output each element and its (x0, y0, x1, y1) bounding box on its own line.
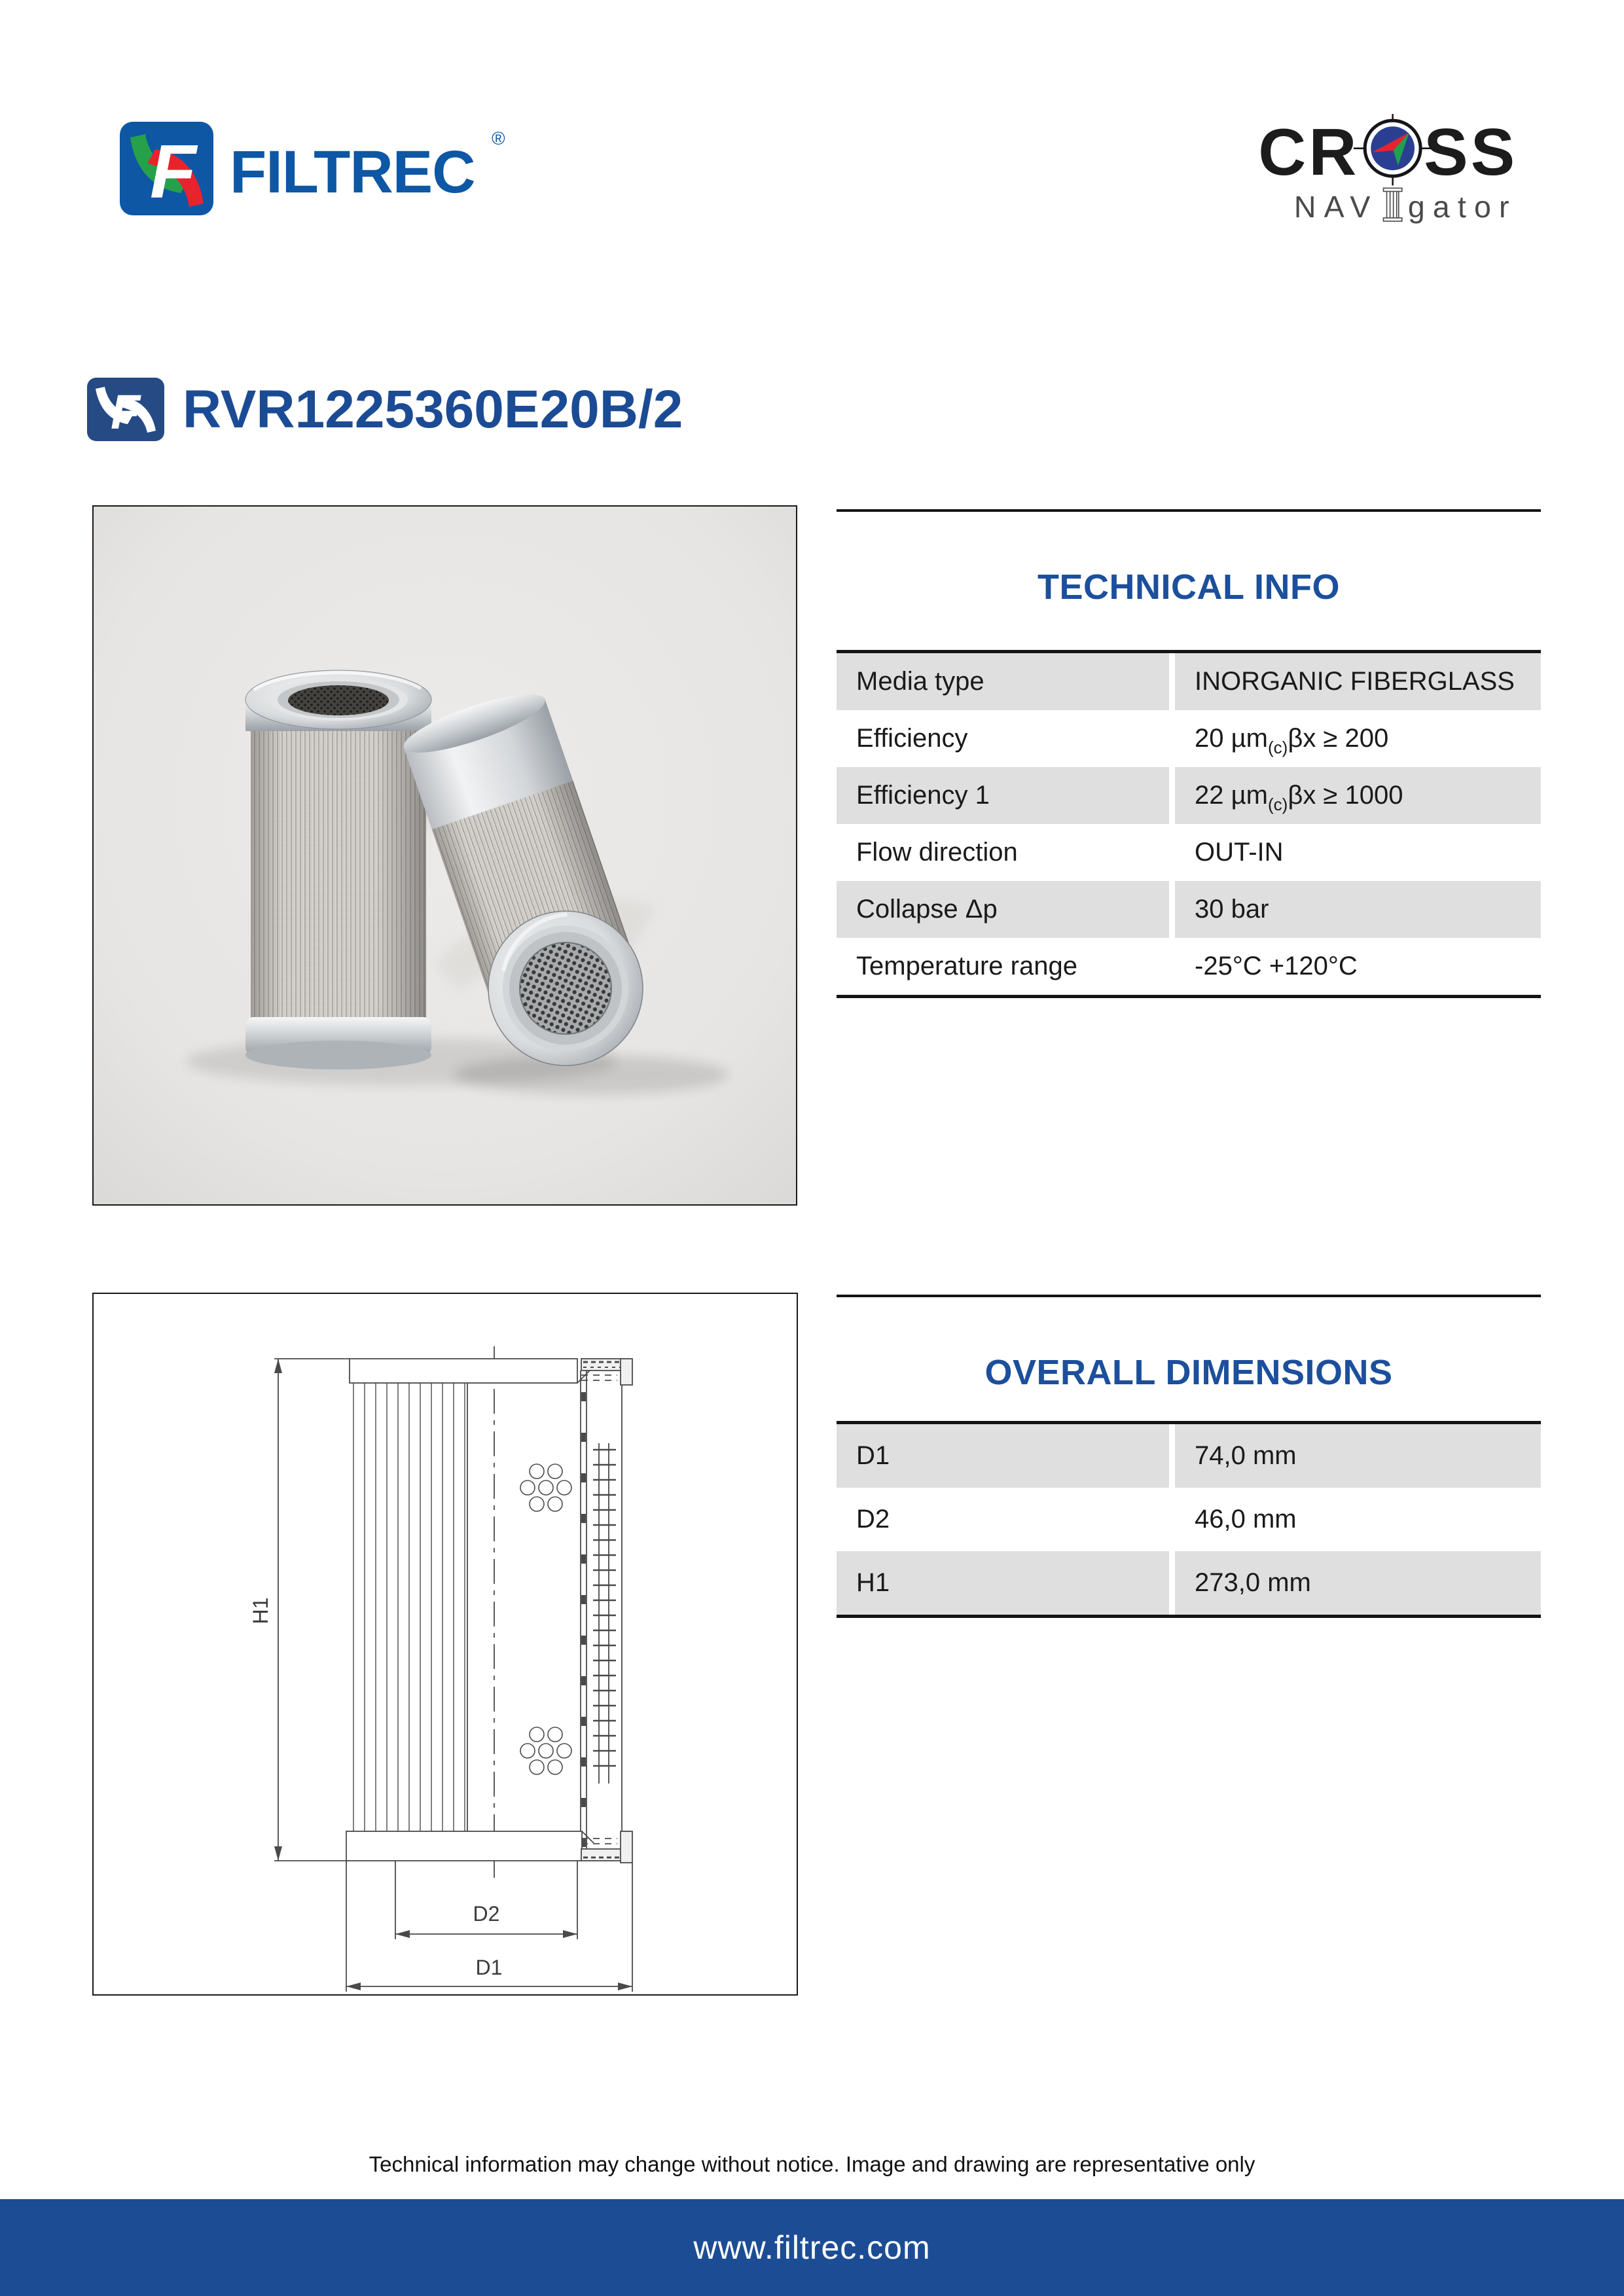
spec-value (1175, 710, 1541, 767)
dimension-label: D2 (837, 1488, 1169, 1551)
filtrec-f-mark-icon: F (150, 129, 196, 214)
table-row (837, 653, 1541, 710)
cross-navigator-logo (1244, 110, 1525, 247)
product-photo (92, 505, 797, 1206)
overall-dimensions-table (837, 1421, 1541, 1618)
product-code: RVR1225360E20B/2 (183, 380, 683, 439)
disclaimer-text: Technical information may change without notice. Image and drawing are representative only (369, 2152, 1255, 2176)
website-link[interactable]: www.filtrec.com (693, 2229, 931, 2266)
spec-label: Temperature range (837, 938, 1169, 995)
value-text: 20 µm (1195, 724, 1268, 753)
filtrec-wordmark: FILTREC (230, 139, 475, 206)
value-text-after: βx ≥ 1000 (1288, 781, 1403, 810)
value-text: 30 bar (1195, 895, 1269, 924)
table-row (837, 1488, 1541, 1551)
website-bar (0, 2199, 1624, 2296)
spec-value (1175, 881, 1541, 938)
technical-drawing-art (94, 1294, 797, 1994)
spec-value (1175, 824, 1541, 881)
value-text: 22 µm (1195, 781, 1268, 810)
dimension-label: H1 (837, 1551, 1169, 1615)
filtrec-logo (120, 120, 513, 218)
value-subscript: (c) (1267, 738, 1288, 757)
compass-icon (1354, 114, 1432, 185)
technical-drawing (92, 1293, 798, 1996)
value-subscript: (c) (1267, 795, 1288, 814)
value-text: 74,0 mm (1195, 1441, 1297, 1470)
spec-label: Media type (837, 653, 1169, 710)
column-i-icon (1383, 188, 1401, 221)
spec-value (1175, 767, 1541, 824)
overall-dimensions-title: OVERALL DIMENSIONS (984, 1353, 1393, 1392)
product-title-row (87, 378, 683, 441)
dimension-value (1175, 1551, 1541, 1615)
spec-label: Collapse Δp (837, 881, 1169, 938)
cross-left-text: CR (1258, 115, 1360, 190)
value-text-after: βx ≥ 200 (1288, 724, 1389, 753)
filtrec-logo-art (120, 120, 513, 218)
value-text: 46,0 mm (1195, 1505, 1297, 1534)
table-row (837, 938, 1541, 995)
table-row (837, 1424, 1541, 1488)
dimension-value (1175, 1488, 1541, 1551)
table-row (837, 710, 1541, 767)
spec-label: Flow direction (837, 824, 1169, 881)
spec-value (1175, 653, 1541, 710)
svg-text:F: F (111, 385, 141, 439)
technical-info-section (837, 509, 1541, 998)
spec-label: Efficiency (837, 710, 1169, 767)
value-text: -25°C +120°C (1195, 952, 1358, 980)
gator-text: gator (1407, 189, 1517, 224)
cross-right-text: SS (1424, 115, 1518, 190)
table-row (837, 881, 1541, 938)
standing-filter (245, 670, 431, 1069)
spec-value (1175, 938, 1541, 995)
table-row (837, 767, 1541, 824)
registered-mark: ® (492, 128, 505, 149)
product-photo-art (94, 507, 796, 1204)
nav-text: NAV (1293, 189, 1379, 224)
technical-info-title: TECHNICAL INFO (1038, 567, 1340, 607)
dimension-value (1175, 1424, 1541, 1488)
drawing-label-h1: H1 (249, 1597, 272, 1624)
table-row (837, 1551, 1541, 1615)
overall-dimensions-section (837, 1295, 1541, 1618)
technical-info-table (837, 650, 1541, 998)
filtrec-mini-logo-icon (87, 378, 164, 441)
drawing-label-d1: D1 (475, 1956, 503, 1979)
spec-label: Efficiency 1 (837, 767, 1169, 824)
dimension-label: D1 (837, 1424, 1169, 1488)
value-text: INORGANIC FIBERGLASS (1195, 667, 1515, 696)
cross-navigator-art (1244, 110, 1525, 245)
value-text: 273,0 mm (1195, 1568, 1311, 1597)
drawing-label-d2: D2 (473, 1902, 500, 1926)
table-row (837, 824, 1541, 881)
value-text: OUT-IN (1195, 838, 1284, 867)
